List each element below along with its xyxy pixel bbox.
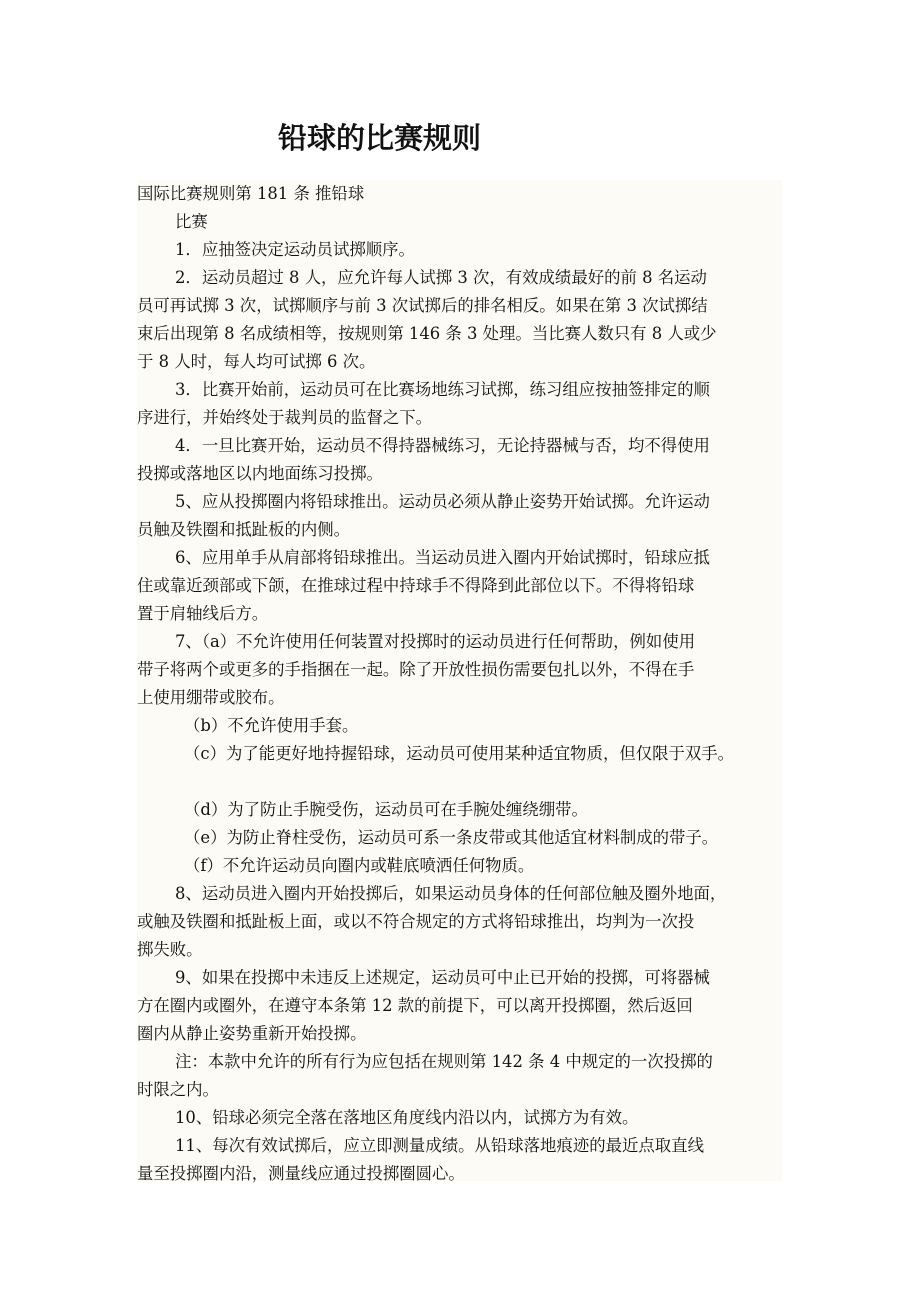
- section-heading: 比赛: [175, 212, 208, 231]
- rule-line: 于 8 人时，每人均可试掷 6 次。: [137, 352, 376, 371]
- rule-line: 5、应从投掷圈内将铅球推出。运动员必须从静止姿势开始试掷。允许运动: [175, 492, 710, 511]
- rule-line: 10、铅球必须完全落在落地区角度线内沿以内，试掷方为有效。: [175, 1108, 639, 1127]
- page-title: 铅球的比赛规则: [278, 121, 482, 155]
- document-body: [137, 180, 782, 1181]
- rule-line: 掷失败。: [137, 940, 203, 959]
- rule-line: 上使用绷带或胶布。: [137, 688, 285, 707]
- rule-line: 束后出现第 8 名成绩相等，按规则第 146 条 3 处理。当比赛人数只有 8 人或少: [137, 324, 717, 343]
- rule-subitem: （d）为了防止手腕受伤，运动员可在手腕处缠绕绷带。: [184, 800, 588, 819]
- rule-line: 带子将两个或更多的手指捆在一起。除了开放性损伤需要包扎以外，不得在手: [137, 660, 695, 679]
- rule-line: 11、每次有效试掷后，应立即测量成绩。从铅球落地痕迹的最近点取直线: [175, 1136, 704, 1155]
- rule-line: 方在圈内或圈外，在遵守本条第 12 款的前提下，可以离开投掷圈，然后返回: [137, 996, 693, 1015]
- rule-line: 3．比赛开始前，运动员可在比赛场地练习试掷，练习组应按抽签排定的顺: [175, 380, 710, 399]
- rule-line: 2．运动员超过 8 人，应允许每人试掷 3 次，有效成绩最好的前 8 名运动: [175, 268, 707, 287]
- note-line: 注：本款中允许的所有行为应包括在规则第 142 条 4 中规定的一次投掷的: [175, 1052, 713, 1071]
- rule-line: 9、如果在投掷中未违反上述规定，运动员可中止已开始的投掷，可将器械: [175, 968, 710, 987]
- rule-subitem: （c）为了能更好地持握铅球，运动员可使用某种适宜物质，但仅限于双手。: [184, 744, 735, 763]
- rule-line: 住或靠近颈部或下颌，在推球过程中持球手不得降到此部位以下。不得将铅球: [137, 576, 695, 595]
- rule-line: 7、（a）不允许使用任何装置对投掷时的运动员进行任何帮助，例如使用: [175, 632, 696, 651]
- note-line: 时限之内。: [137, 1080, 219, 1099]
- rule-line: 或触及铁圈和抵趾板上面，或以不符合规定的方式将铅球推出，均判为一次投: [137, 912, 695, 931]
- rule-line: 1．应抽签决定运动员试掷顺序。: [175, 240, 415, 259]
- rule-line: 8、运动员进入圈内开始投掷后，如果运动员身体的任何部位触及圈外地面，: [175, 884, 727, 903]
- rule-line: 4．一旦比赛开始，运动员不得持器械练习，无论持器械与否，均不得使用: [175, 436, 710, 455]
- rule-line: 员可再试掷 3 次，试掷顺序与前 3 次试掷后的排名相反。如果在第 3 次试掷结: [137, 296, 708, 315]
- rule-subitem: （e）为防止脊柱受伤，运动员可系一条皮带或其他适宜材料制成的带子。: [184, 828, 719, 847]
- rule-line: 圈内从静止姿势重新开始投掷。: [137, 1024, 367, 1043]
- rule-line: 置于肩轴线后方。: [137, 604, 269, 623]
- rule-line: 员触及铁圈和抵趾板的内侧。: [137, 520, 351, 539]
- rule-subitem: （b）不允许使用手套。: [184, 716, 359, 735]
- rule-subitem: （f）不允许运动员向圈内或鞋底喷洒任何物质。: [184, 856, 535, 875]
- article-heading: 国际比赛规则第 181 条 推铅球: [137, 184, 365, 203]
- rule-line: 6、应用单手从肩部将铅球推出。当运动员进入圈内开始试掷时，铅球应抵: [175, 548, 710, 567]
- rule-line: 量至投掷圈内沿，测量线应通过投掷圈圆心。: [137, 1164, 465, 1183]
- rule-line: 投掷或落地区以内地面练习投掷。: [137, 464, 383, 483]
- rule-line: 序进行，并始终处于裁判员的监督之下。: [137, 408, 433, 427]
